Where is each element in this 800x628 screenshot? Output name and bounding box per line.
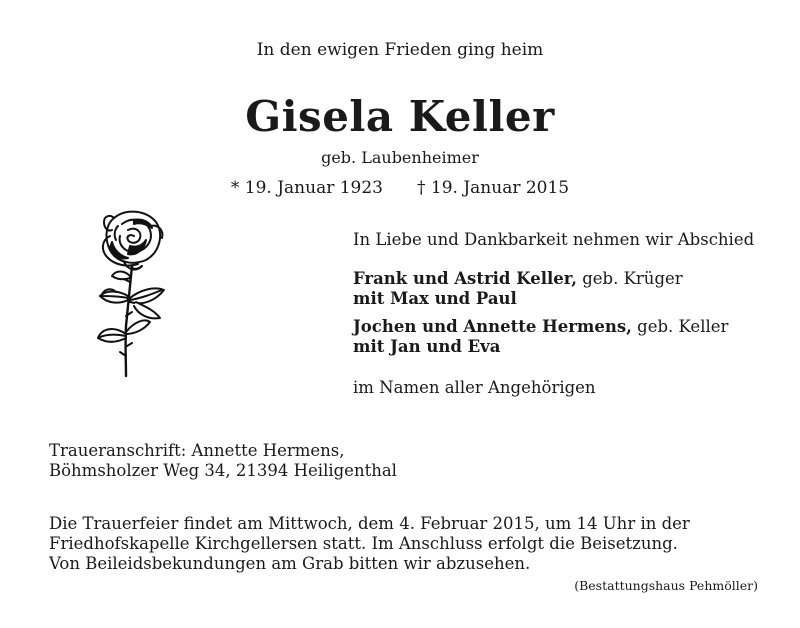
farewell-text: In Liebe und Dankbarkeit nehmen wir Abschied [353, 230, 755, 249]
closing-text: im Namen aller Angehörigen [353, 378, 596, 397]
life-dates [0, 178, 800, 198]
birth-date: * 19. Januar 1923 [230, 178, 383, 198]
deceased-name: Gisela Keller [245, 92, 555, 141]
funeral-service-info [49, 514, 769, 574]
mourning-address [49, 441, 397, 481]
family1-line [353, 269, 783, 289]
death-date: † 19. Januar 2015 [417, 178, 570, 198]
address-line1: Traueranschrift: Annette Hermens, [49, 441, 345, 460]
intro-text: In den ewigen Frieden ging heim [256, 40, 544, 60]
rose-icon [84, 206, 174, 381]
family2-names: Jochen und Annette Hermens, [353, 317, 632, 336]
family1-children: mit Max und Paul [353, 289, 517, 308]
mourners-block [353, 230, 783, 398]
maiden-name: geb. Laubenheimer [321, 148, 479, 167]
family1-names: Frank und Astrid Keller, [353, 269, 577, 288]
family2-line [353, 317, 783, 337]
service-line3: Von Beileidsbekundungen am Grab bitten wir abzusehen. [49, 554, 531, 573]
undertaker-credit: (Bestattungshaus Pehmöller) [574, 578, 758, 593]
family2-children: mit Jan und Eva [353, 337, 501, 356]
service-line2: Friedhofskapelle Kirchgellersen statt. Im Anschluss erfolgt die Beisetzung. [49, 534, 678, 553]
service-line1: Die Trauerfeier findet am Mittwoch, dem 4. Februar 2015, um 14 Uhr in der [49, 514, 690, 533]
family1-suffix: geb. Krüger [582, 269, 683, 288]
family2-suffix: geb. Keller [637, 317, 729, 336]
address-line2: Böhmsholzer Weg 34, 21394 Heiligenthal [49, 461, 397, 480]
